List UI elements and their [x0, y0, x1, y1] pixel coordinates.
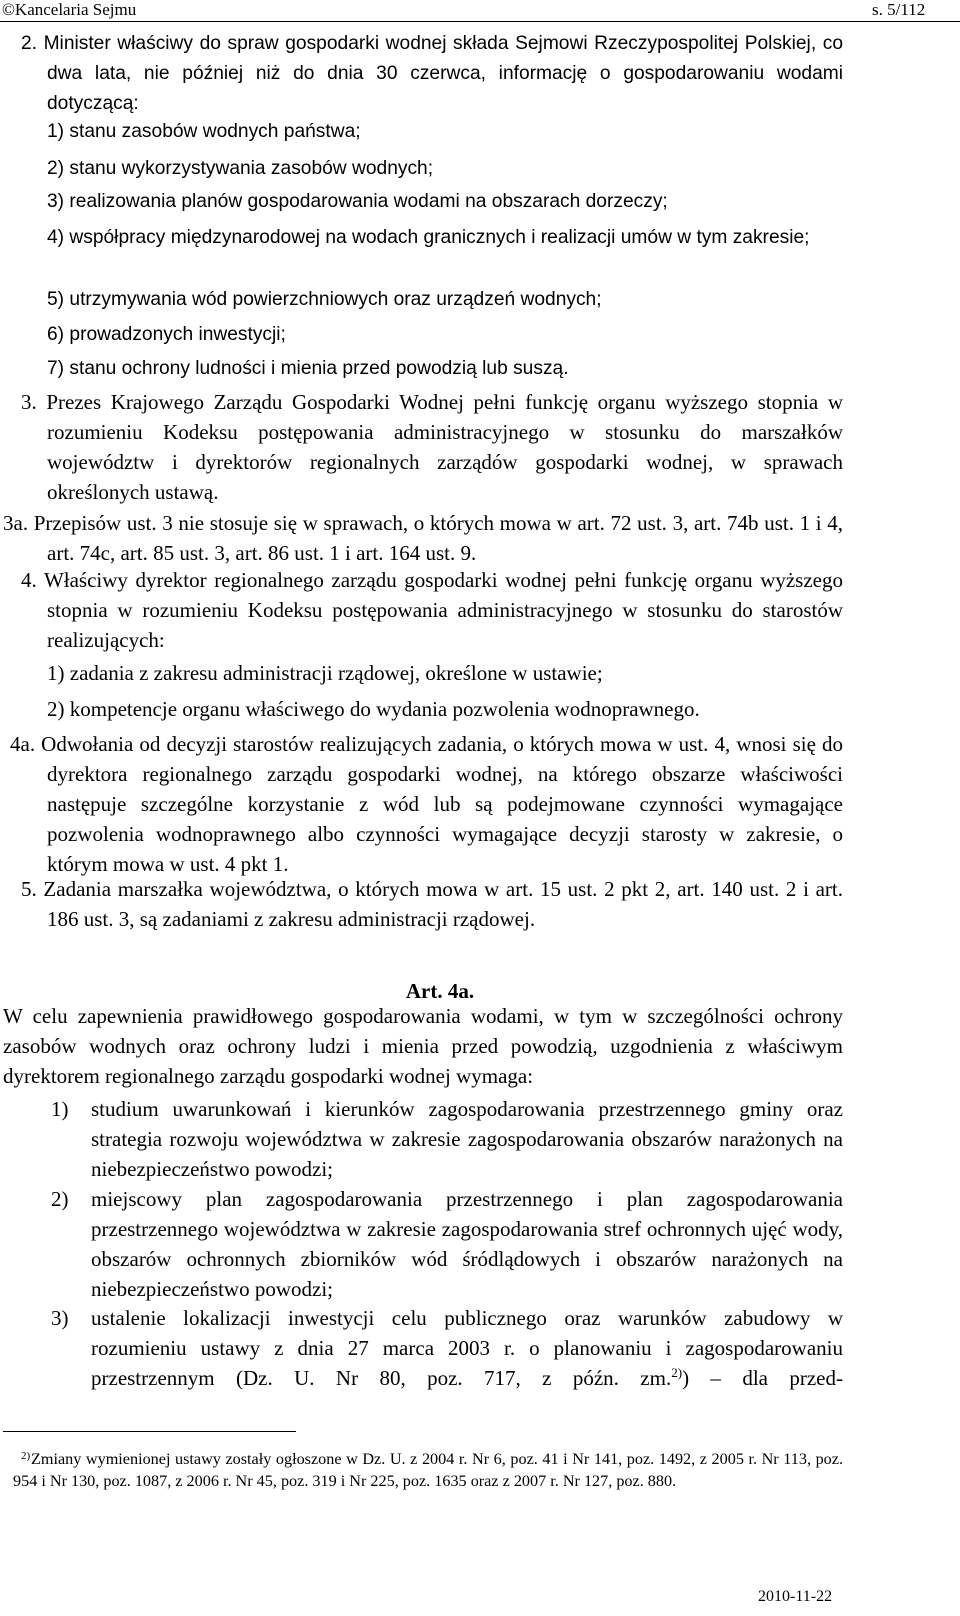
section-2-item-7: 7) stanu ochrony ludności i mienia przed powodzią lub suszą. [47, 358, 569, 379]
section-2-item-4: 4) współpracy międzynarodowej na wodach granicznych i realizacji umów w tym zakresie; [47, 227, 810, 248]
article-item-2-text: miejscowy plan zagospodarowania przestrzennego i plan zagospodarowania przestrzennego województwa w zakresie zagospodarowania stref ochronnych ujęć wody, obszarów ochronnych zbiorników wód śródlądowych i obszarów narażonych na niebezpieczeństwo powodzi; [91, 1187, 843, 1301]
article-item-1-text: studium uwarunkowań i kierunków zagospodarowania przestrzennego gminy oraz strategia rozwoju województwa w zakresie zagospodarowania obszarów narażonych na niebezpieczeństwo powodzi; [91, 1097, 843, 1181]
document-date: 2010-11-22 [758, 1588, 833, 1605]
article-title: Art. 4a. [405, 979, 475, 1003]
section-2-item-3: 3) realizowania planów gospodarowania wodami na obszarach dorzeczy; [47, 191, 668, 212]
section-3-text: 3. Prezes Krajowego Zarządu Gospodarki Wodnej pełni funkcję organu wyższego stopnia w rozumieniu Kodeksu postępowania administracyjnego w stosunku do marszałków województw i dyrektorów regionalnych zarządów gospodarki wodnej, w sprawach określonych ustawą. [21, 390, 843, 504]
footnote-rule [3, 1431, 296, 1432]
article-item-2 [51, 1184, 843, 1304]
section-3a-text: 3a. Przepisów ust. 3 nie stosuje się w sprawach, o których mowa w art. 72 ust. 3, art. 74b ust. 1 i 4, art. 74c, art. 85 ust. 3, art. 86 ust. 1 i art. 164 ust. 9. [3, 511, 843, 565]
article-item-1-number: 1) [51, 1097, 69, 1121]
header-page-number: s. 5/112 [872, 0, 926, 19]
section-2-item-2: 2) stanu wykorzystywania zasobów wodnych; [47, 158, 434, 179]
article-item-1 [51, 1094, 843, 1184]
article-intro: W celu zapewnienia prawidłowego gospodarowania wodami, w tym w szczególności ochrony zasobów wodnych oraz ochrony ludzi i mienia przed powodzią, uzgodnienia z właściwym dyrektorem regionalnego zarządu gospodarki wodnej wymaga: [3, 1004, 843, 1088]
footnote-reference[interactable]: 2) [671, 1365, 683, 1381]
article-item-2-number: 2) [51, 1187, 69, 1211]
section-2-text: 2. Minister właściwy do spraw gospodarki wodnej składa Sejmowi Rzeczypospolitej Polskiej, co dwa lata, nie później niż do dnia 30 czerwca, informację o gospodarowaniu wodami dotyczącą: [21, 33, 843, 114]
section-4-item-2: 2) kompetencje organu właściwego do wydania pozwolenia wodnoprawnego. [47, 697, 700, 721]
footnote-text: Zmiany wymienionej ustawy zostały ogłoszone w Dz. U. z 2004 r. Nr 6, poz. 41 i Nr 141, poz. 1492, z 2005 r. Nr 113, poz. 954 i Nr 130, poz. 1087, z 2006 r. Nr 45, poz. 319 i Nr 225, poz. 1635 oraz z 2007 r. Nr 127, poz. 880. [13, 1450, 843, 1490]
header-source: ©Kancelaria Sejmu [2, 0, 137, 19]
section-2-item-6: 6) prowadzonych inwestycji; [47, 324, 286, 345]
footnote-mark: 2) [21, 1450, 31, 1462]
header-rule [0, 21, 960, 22]
article-item-3-number: 3) [51, 1306, 69, 1330]
footnote [13, 1448, 843, 1492]
section-2-item-5: 5) utrzymywania wód powierzchniowych oraz urządzeń wodnych; [47, 289, 602, 310]
section-2-item-1: 1) stanu zasobów wodnych państwa; [47, 121, 361, 142]
section-4a-text: 4a. Odwołania od decyzji starostów realizujących zadania, o których mowa w ust. 4, wnosi się do dyrektora regionalnego zarządu gospodarki wodnej, na którego obszarze właściwości następuje szczególne korzystanie z wód lub są podejmowane czynności wymagające pozwolenia wodnoprawnego albo czynności wymagające decyzji starosty w zakresie, o którym mowa w ust. 4 pkt 1. [10, 732, 843, 876]
article-item-3-text: ustalenie lokalizacji inwestycji celu publicznego oraz warunków zabudowy w rozumieniu ustawy z dnia 27 marca 2003 r. o planowaniu i zagospodarowaniu przestrzennym (Dz. U. Nr 80, poz. 717, z późn. zm. [91, 1306, 843, 1390]
section-5-text: 5. Zadania marszałka województwa, o których mowa w art. 15 ust. 2 pkt 2, art. 140 ust. 2 i art. 186 ust. 3, są zadaniami z zakresu administracji rządowej. [21, 877, 843, 931]
article-item-3-text-end: ) – dla przed- [682, 1366, 843, 1390]
section-4-text: 4. Właściwy dyrektor regionalnego zarządu gospodarki wodnej pełni funkcję organu wyższego stopnia w rozumieniu Kodeksu postępowania administracyjnego w stosunku do starostów realizujących: [21, 568, 843, 652]
section-4-item-1: 1) zadania z zakresu administracji rządowej, określone w ustawie; [47, 661, 603, 685]
article-item-3 [51, 1303, 843, 1393]
